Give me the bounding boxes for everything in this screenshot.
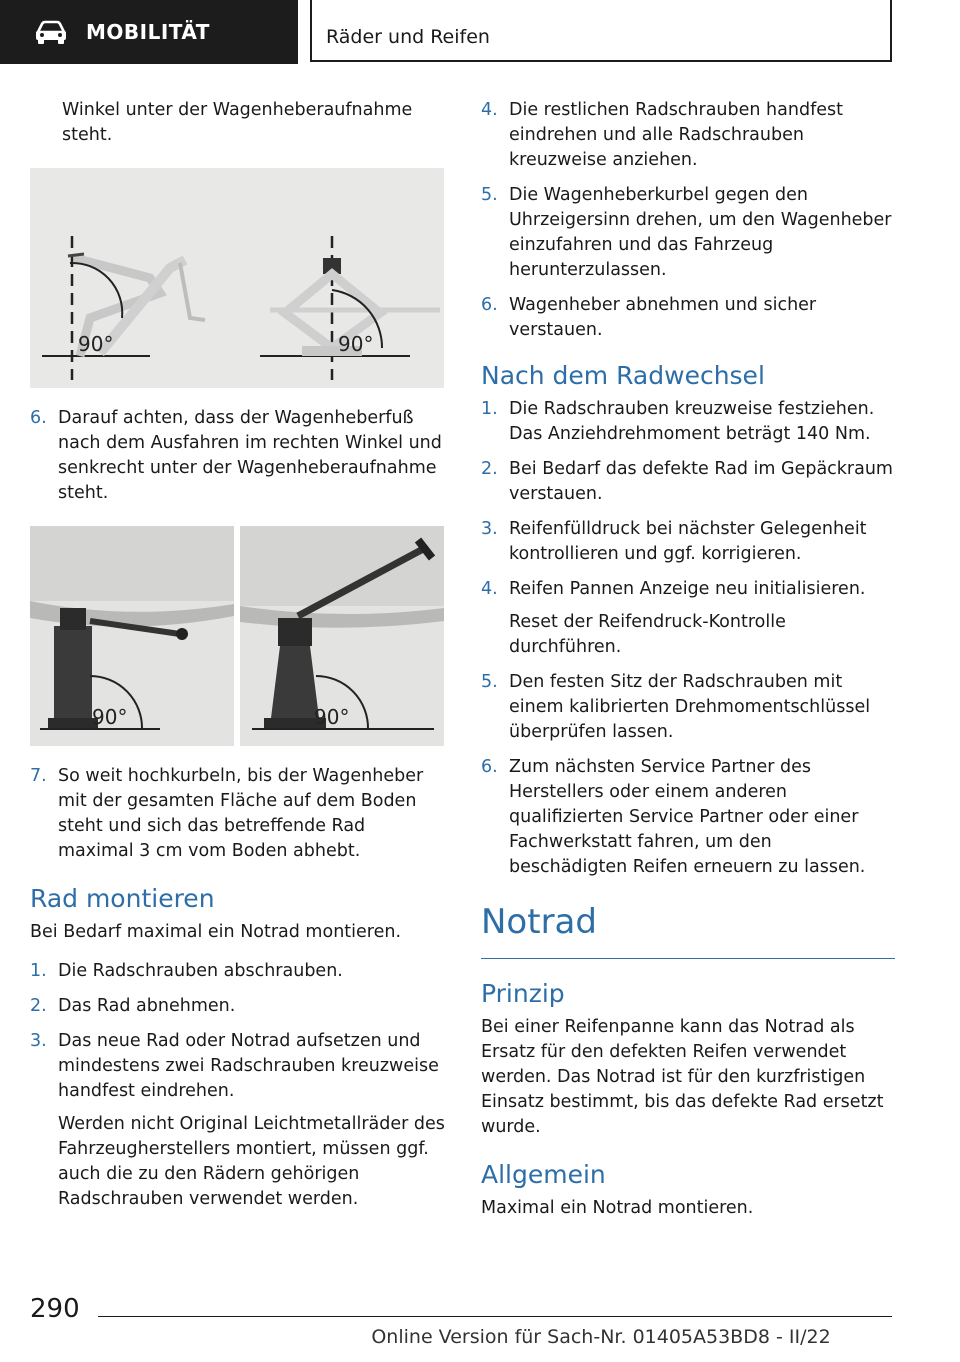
step-number: 6. [481,295,498,315]
step-note: Reset der Reifendruck-Kontrolle durchführen. [509,612,786,657]
step-text: Das neue Rad oder Notrad aufsetzen und mindestens zwei Radschrauben kreuzweise handfest eindrehen. [58,1031,439,1101]
step-number: 5. [481,185,498,205]
mount-step-3 [30,1029,446,1212]
step-number: 4. [481,100,498,120]
step-text: Darauf achten, dass der Wagenheberfuß nach dem Ausfahren im rechten Winkel und senkrecht unter der Wagenheberaufnahme steht. [58,408,442,503]
after-step-4 [481,577,895,660]
step-number: 3. [481,519,498,539]
footer-online-version: Online Version für Sach-Nr. 01405A53BD8 - II/22 [371,1326,831,1348]
step-text: Bei Bedarf das defekte Rad im Gepäckraum verstauen. [509,459,893,504]
figure2-angle-label-left: 90° [92,705,128,729]
step-6 [30,406,446,506]
intro-text: Winkel unter der Wagenheberaufnahme steht. [62,100,413,145]
heading-allgemein: Allgemein [481,1160,606,1189]
header-section-title: MOBILITÄT [86,20,210,44]
lower-step-6 [481,293,895,343]
step-number: 5. [481,672,498,692]
step-text: Das Rad abnehmen. [58,996,236,1016]
step-text: Die restlichen Radschrauben handfest eindrehen und alle Radschrauben kreuzweise anziehen. [509,100,843,170]
lower-step-4 [481,98,895,173]
lower-step-5 [481,183,895,283]
header-chapter-box [310,0,892,62]
figure1-angle-label-right: 90° [338,332,374,356]
footer-divider [98,1316,892,1317]
after-step-2 [481,457,895,507]
step-number: 4. [481,579,498,599]
step-number: 3. [30,1031,47,1051]
step-text: Die Radschrauben abschrauben. [58,961,343,981]
after-step-3 [481,517,895,567]
mount-step-1 [30,959,446,984]
step-text: Die Wagenheberkurbel gegen den Uhrzeigersinn drehen, um den Wagenheber einzufahren und das Fahrzeug herunterzulassen. [509,185,892,280]
step-text: Wagenheber abnehmen und sicher verstauen. [509,295,817,340]
figure2-angle-label-right: 90° [314,705,350,729]
after-step-1 [481,397,895,447]
heading-notrad: Notrad [481,902,895,959]
step-text: Die Radschrauben kreuzweise festziehen. Das Anziehdrehmoment beträgt 140 Nm. [509,399,875,444]
step-note: Werden nicht Original Leichtmetallräder des Fahrzeugherstellers montiert, müssen ggf. auch die zu den Rädern gehörigen Radschrauben verwendet werden. [58,1114,445,1209]
header-section-tab [0,0,298,64]
header-chapter-title: Räder und Reifen [326,26,490,48]
page-number: 290 [30,1294,80,1324]
step-number: 6. [30,408,47,428]
figure1-angle-label-left: 90° [78,332,114,356]
allgemein-text: Maximal ein Notrad montieren. [481,1198,754,1218]
heading-prinzip: Prinzip [481,979,565,1008]
step-number: 1. [481,399,498,419]
left-column [30,98,446,1222]
step-text: So weit hochkurbeln, bis der Wagenheber mit der gesamten Fläche auf dem Boden steht und sich das betreffende Rad maximal 3 cm vom Boden abhebt. [58,766,424,861]
step-number: 2. [481,459,498,479]
figure-jack-under-vehicle-photo [30,526,444,746]
prinzip-text: Bei einer Reifenpanne kann das Notrad als Ersatz für den defekten Reifen verwendet werden. Das Notrad ist für den kurzfristigen Einsatz bestimmt, bis das defekte Rad ersetzt wurde. [481,1017,884,1137]
mount-step-2 [30,994,446,1019]
heading-nach-dem-radwechsel: Nach dem Radwechsel [481,361,765,390]
step-text: Den festen Sitz der Radschrauben mit einem kalibrierten Drehmomentschlüssel überprüfen lassen. [509,672,871,742]
rad-montieren-intro: Bei Bedarf maximal ein Notrad montieren. [30,922,402,942]
step-number: 6. [481,757,498,777]
figure-scissor-jack-diagram [30,168,444,388]
after-step-6 [481,755,895,880]
step-number: 7. [30,766,47,786]
car-icon [34,19,68,45]
step-number: 1. [30,961,47,981]
step-text: Reifenfülldruck bei nächster Gelegenheit kontrollieren und ggf. korrigieren. [509,519,867,564]
step-number: 2. [30,996,47,1016]
step-text: Zum nächsten Service Partner des Herstellers oder einem anderen qualifizierten Service Partner oder einer Fachwerkstatt fahren, um den beschädigten Reifen erneuern zu lassen. [509,757,866,877]
heading-rad-montieren: Rad montieren [30,884,215,913]
step-7 [30,764,446,864]
after-step-5 [481,670,895,745]
step-text: Reifen Pannen Anzeige neu initialisieren. [509,579,866,599]
right-column [481,98,895,1231]
